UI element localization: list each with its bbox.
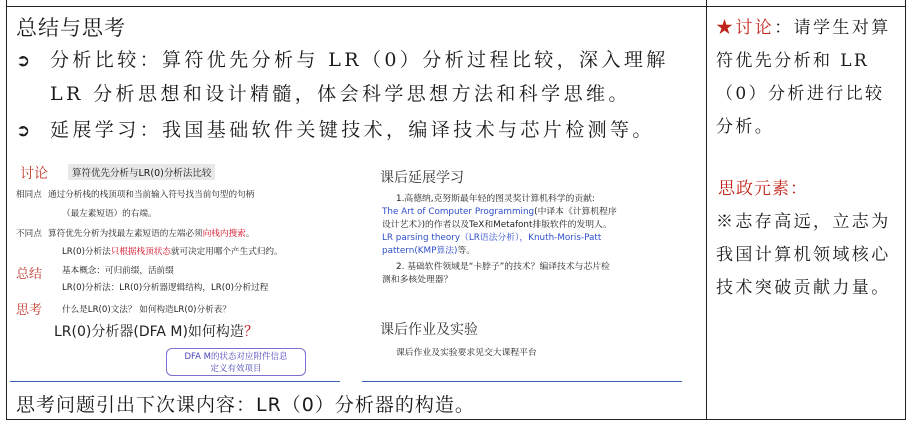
homework-text: 课后作业及实验要求见交大课程平台 xyxy=(396,348,537,358)
ideology-text: ※志存高远，立志为我国计算机领域核心技术突破贡献力量。 xyxy=(716,212,891,298)
dfa-callout-line1: DFA M的状态对应附件信息 xyxy=(184,352,288,362)
diff-text xyxy=(48,227,254,239)
homework-heading: 课后作业及实验 xyxy=(380,322,478,338)
extension-slide-image xyxy=(378,155,698,380)
lr0-text-pre: LR(0)分析法 xyxy=(62,247,111,257)
slide-question-text: LR(0)分析器(DFA M)如何构造 xyxy=(54,324,244,340)
think-text: 什么是LR(0)文法？ 如何构造LR(0)分析表？ xyxy=(62,305,231,315)
same-text-2: （最左素短语）的右端。 xyxy=(62,209,157,219)
arrow-bullet-icon: ➲ xyxy=(16,121,31,141)
slide-header: 算符优先分析与LR(0)分析法比较 xyxy=(68,164,215,180)
bullet-extension-text: 延展学习：我国基础软件关键技术，编译技术与芯片检测等。 xyxy=(50,119,655,141)
slide-question xyxy=(54,321,258,341)
extension-p2-line1: 2. 基础软件领域是“卡脖子”的技术？编译技术与芯片检 xyxy=(396,262,610,272)
summary-text-1: 基本概念：可归前缀，活前缀 xyxy=(62,266,174,276)
diff-text-pre: 算符优先分析为找最左素短语的左端必须 xyxy=(48,229,203,239)
extension-heading: 课后延展学习 xyxy=(380,170,464,186)
section-title: 总结与思考 xyxy=(16,16,126,40)
dfa-callout xyxy=(166,348,306,376)
kmp-post: 等。 xyxy=(457,246,476,256)
bullet-analysis-line1: 分析比较：算符优先分析与 LR（0）分析过程比较，深入理解 xyxy=(50,49,669,71)
dfa-callout-line2: 定义有效项目 xyxy=(210,364,262,374)
bullet-analysis xyxy=(16,44,669,77)
same-text-1: 通过分析栈的栈顶项和当前输入符号找当前句型的句柄 xyxy=(48,190,255,200)
diff-label: 不同点 xyxy=(16,229,42,239)
lr0-text-highlight: 只根据栈顶状态 xyxy=(110,247,171,257)
diff-text-post: 。 xyxy=(245,229,255,239)
discussion-slide-image xyxy=(14,155,354,380)
diff-text-highlight: 向栈内搜索 xyxy=(202,229,246,239)
extension-p1-line1: 1.高德纳,克努斯最年轻的图灵奖计算机科学的贡献: xyxy=(396,194,595,204)
arrow-bullet-icon: ➲ xyxy=(16,51,31,71)
extension-underline xyxy=(362,381,682,382)
kmp-text: pattern(KMP算法) xyxy=(382,246,458,256)
extension-p1-line5 xyxy=(382,245,475,257)
slide-underline xyxy=(10,381,340,382)
discussion-note xyxy=(716,12,902,144)
column-divider xyxy=(706,0,707,420)
bullet-extension xyxy=(16,114,655,147)
lr0-text xyxy=(62,245,283,257)
extension-p1-line2 xyxy=(382,206,617,218)
extension-p2-line2: 测和多核处理器？ xyxy=(382,275,453,285)
summary-label: 总结 xyxy=(16,267,43,282)
slide-title: 讨论 xyxy=(20,166,48,182)
extension-p1-line4: LR parsing theory（LR语法分析），Knuth-Moris-Patt xyxy=(382,233,602,243)
star-icon: ★ xyxy=(716,18,736,38)
taocp-post: (中译本《计算机程序 xyxy=(534,207,617,217)
taocp-title: The Art of Computer Programming xyxy=(382,207,535,217)
think-label: 思考 xyxy=(16,303,43,318)
discussion-label: 讨论 xyxy=(735,18,775,38)
bullet-analysis-line2: LR 分析思想和设计精髓，体会科学思想方法和科学思维。 xyxy=(50,83,631,105)
same-label: 相同点 xyxy=(16,190,42,200)
summary-text-2: LR(0)分析法：LR(0)分析器逻辑结构，LR(0)分析过程 xyxy=(62,283,269,293)
ideology-heading: 思政元素： xyxy=(718,179,808,199)
discussion-text: ：请学生对算符优先分析和 LR（0）分析进行比较分析。 xyxy=(716,18,891,137)
slide-question-mark: ？ xyxy=(243,324,258,340)
extension-p1-line3: 设计艺术》)的作者以及TeX和Metafont排版软件的发明人。 xyxy=(382,220,612,230)
next-lesson-text: 思考问题引出下次课内容：LR（0）分析器的构造。 xyxy=(16,394,475,416)
lr0-text-post: 就可决定用哪个产生式归约。 xyxy=(170,247,283,257)
